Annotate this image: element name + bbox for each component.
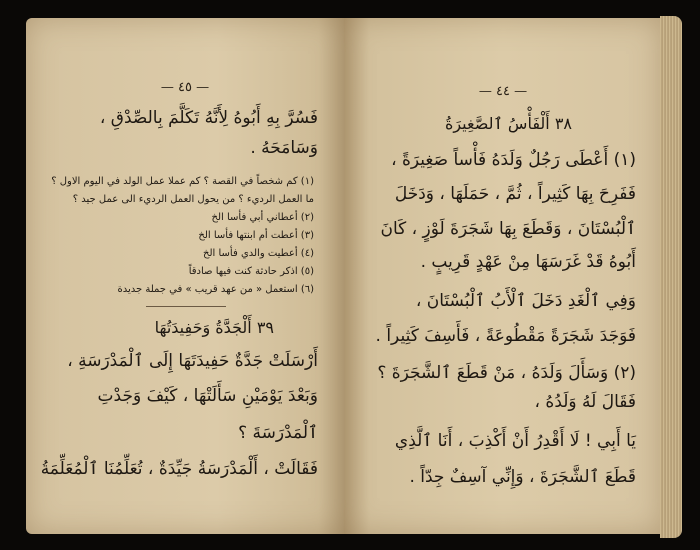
text-line: فَسُرَّ بِهِ أَبُوهُ لِأَنَّهُ تَكَلَّمَ بِالصِّدْقِ ،: [99, 108, 318, 128]
text-line: فَوَجَدَ شَجَرَةً مَقْطُوعَةً ، فَأَسِفَ كَثِيراً .: [375, 326, 636, 346]
page-edges: [660, 16, 682, 538]
exercise-line: (٦) استعمل « من عهد قريب » في جملة جديدة: [117, 284, 314, 295]
text-line: ٱلْبُسْتَانَ ، وَقَطَعَ بِهَا شَجَرَةَ لَوْزٍ ، كَانَ: [380, 219, 636, 239]
page-number-right: — ٤٤ —: [478, 84, 528, 99]
text-line: قَطَعَ ٱلشَّجَرَةَ ، وَإِنِّي آسِفٌ جِدّاً .: [409, 467, 636, 487]
text-line: فَقَالَتْ ، أَلْمَدْرَسَةُ جَيِّدَةٌ ، تُعَلِّمُنَا ٱلْمُعَلِّمَةُ: [40, 459, 318, 479]
exercise-line: (٥) اذكر حادثة كنت فيها صادقاً: [188, 266, 314, 277]
exercise-line: (٢) أعطاني أبي فأسا الخ: [211, 212, 314, 223]
exercise-line: (٤) أعطيت والدي فأسا الخ: [203, 248, 314, 259]
text-line: (٢) وَسَأَلَ وَلَدَهُ ، مَنْ قَطَعَ ٱلشَّجَرَةَ ؟: [377, 363, 636, 383]
text-line: فَفَرِحَ بِهَا كَثِيراً ، ثُمَّ ، حَمَلَهَا ، وَدَخَلَ: [394, 184, 636, 204]
left-page: [26, 18, 344, 534]
page-number-left: — ٤٥ —: [160, 80, 210, 95]
text-line: أَبُوهُ قَدْ غَرَسَهَا مِنْ عَهْدٍ قَرِيبٍ .: [420, 252, 636, 272]
text-line: ٱلْمَدْرَسَةَ ؟: [238, 423, 318, 443]
text-line: فَقَالَ لَهُ وَلَدُهُ ،: [534, 392, 636, 412]
book-scan: [8, 8, 692, 542]
text-line: (١) أَعْطَى رَجُلٌ وَلَدَهُ فَأْساً صَغِيرَةً ،: [391, 150, 636, 170]
exercise-line: (٣) أعطت أم ابنتها فأسا الخ: [198, 230, 314, 241]
lesson-title: ٣٩ أَلْجَدَّةُ وَحَفِيدَتُهَا: [154, 318, 274, 337]
text-line: وَبَعْدَ يَوْمَيْنِ سَأَلَتْهَا ، كَيْفَ وَجَدْتِ: [97, 386, 318, 406]
right-page: [344, 18, 662, 534]
text-line: وَسَامَحَهُ .: [250, 138, 318, 158]
text-line: وَفِي ٱلْغَدِ دَخَلَ ٱلْأَبُ ٱلْبُسْتَانَ ،: [415, 291, 636, 311]
text-line: يَا أَبِي ! لَا أَقْدِرُ أَنْ أَكْذِبَ ، أَنَا ٱلَّذِي: [394, 431, 636, 451]
divider: [146, 306, 226, 307]
exercise-line: ما العمل الرديء ؟ من يحول العمل الرديء الى عمل جيد ؟: [72, 194, 314, 205]
lesson-title: ٣٨ أَلْفَأْسُ ٱلصَّغِيرَةُ: [444, 114, 572, 133]
exercise-line: (١) كم شخصاً في القصة ؟ كم عملا عمل الولد في اليوم الاول ؟: [51, 176, 314, 187]
text-line: أَرْسَلَتْ جَدَّةٌ حَفِيدَتَهَا إِلَى ٱلْمَدْرَسَةِ ،: [67, 351, 318, 371]
